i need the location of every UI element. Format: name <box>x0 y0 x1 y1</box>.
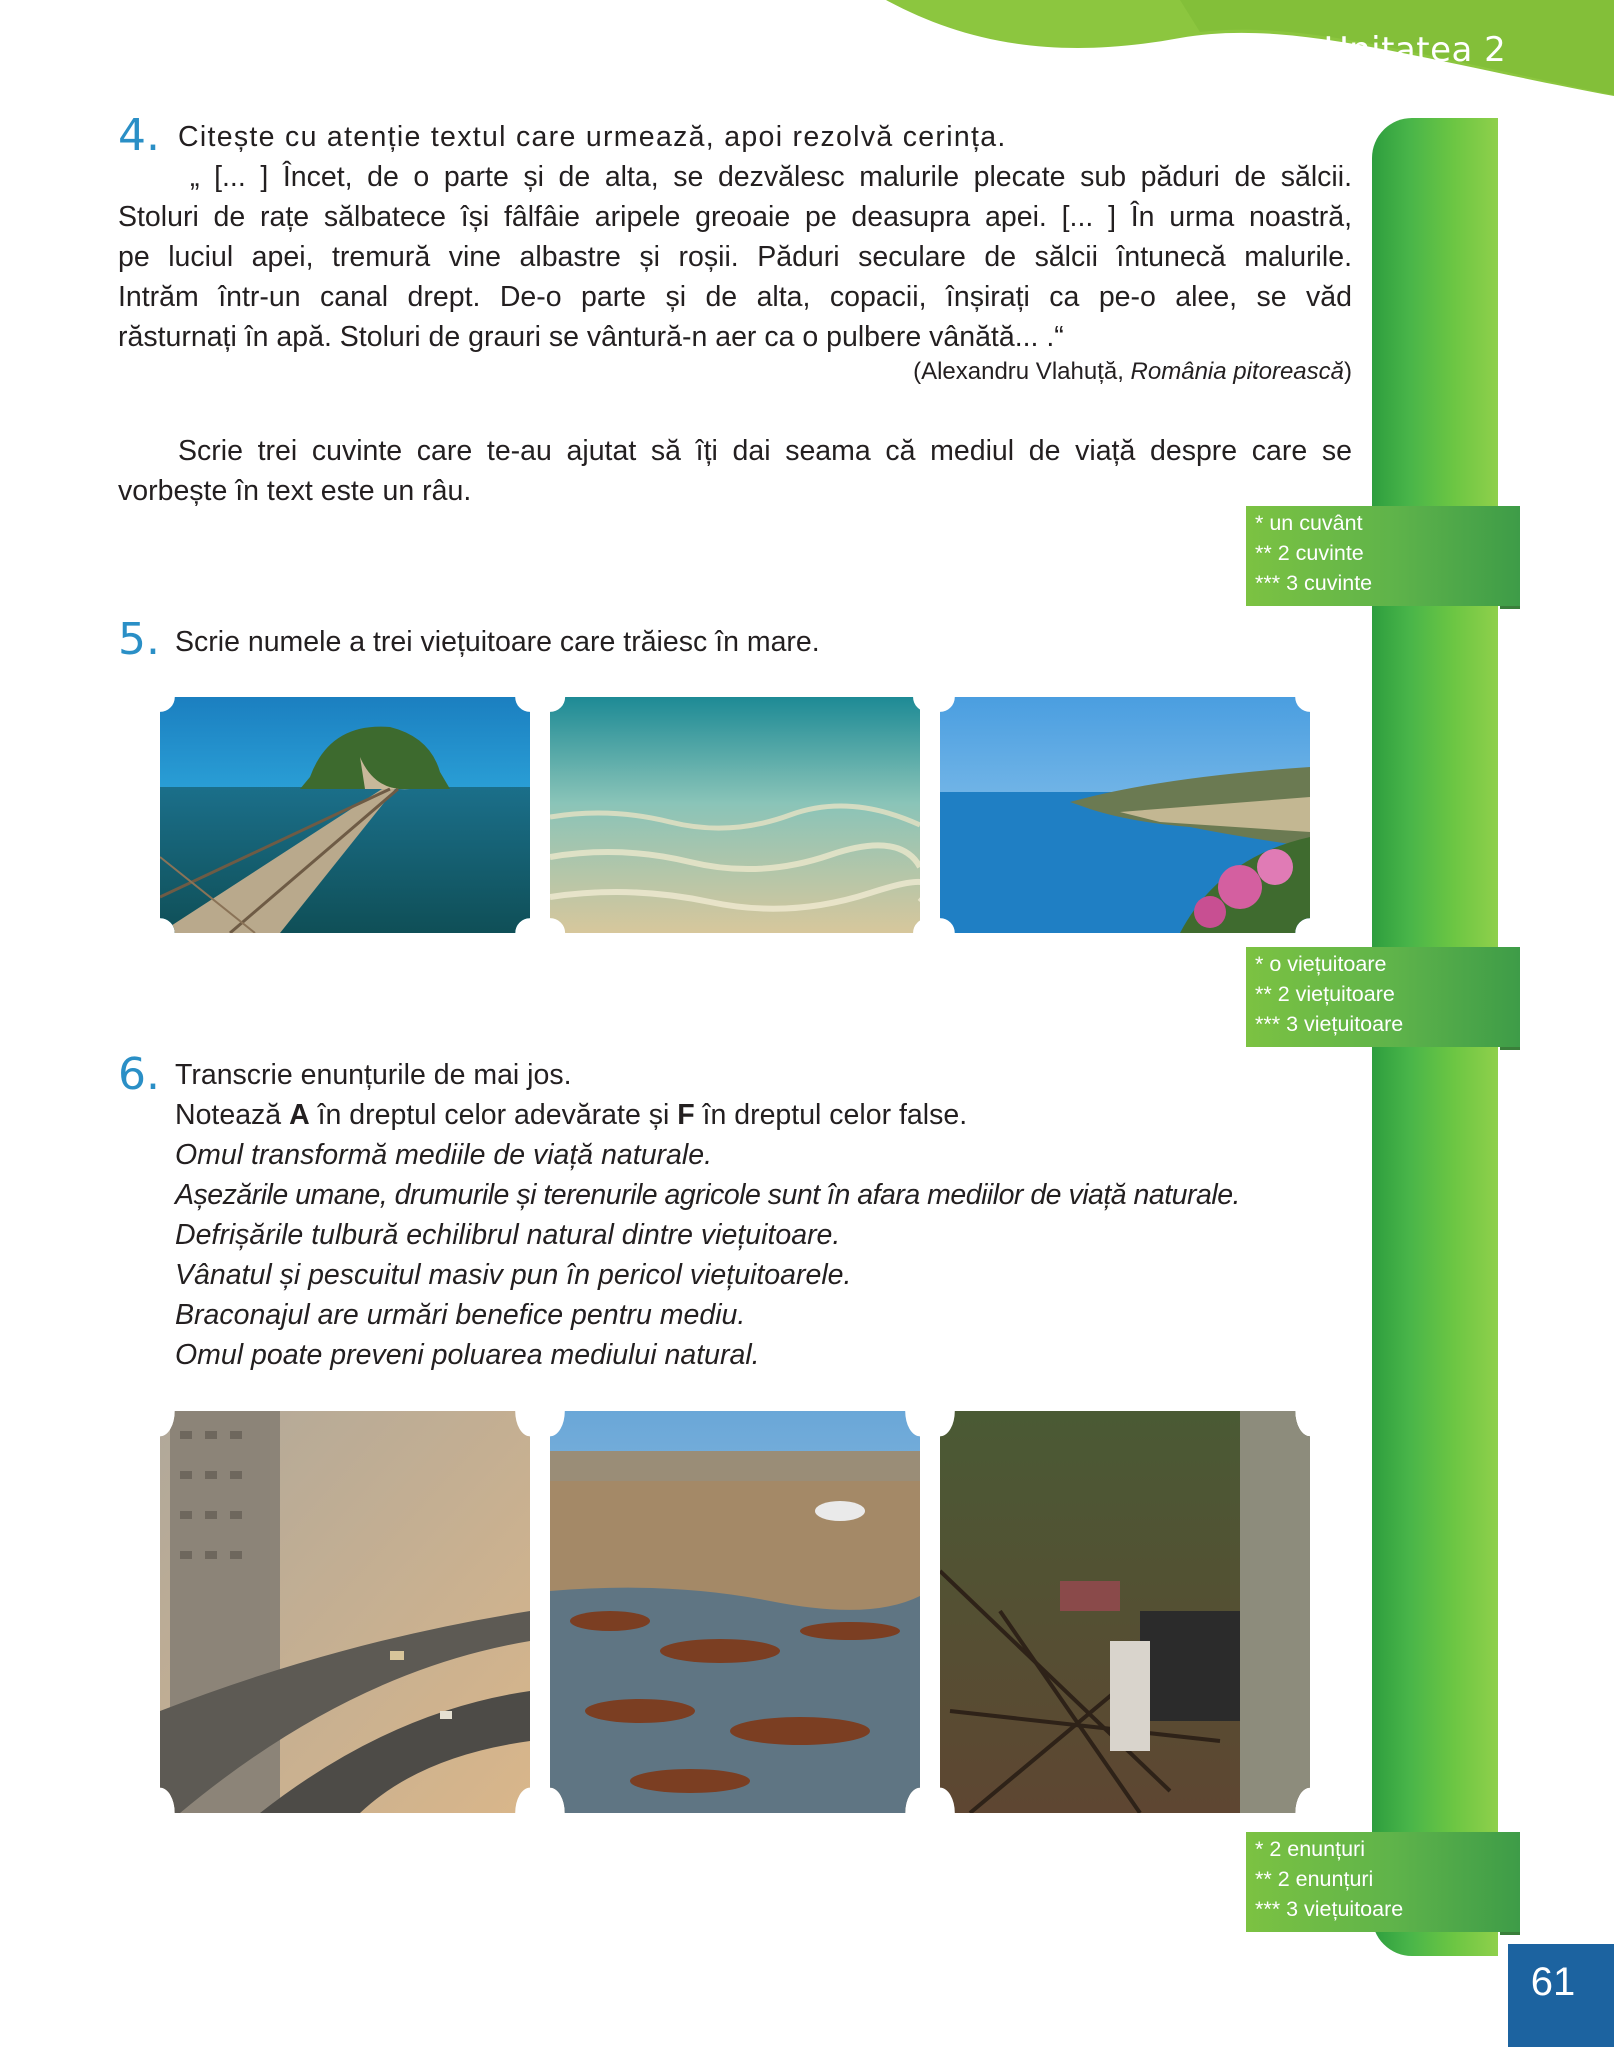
badge-line: ** 2 viețuitoare <box>1255 982 1395 1006</box>
island-footbridge-photo <box>160 697 530 933</box>
exercise-5-instruction: Scrie numele a trei viețuitoare care trăiesc în mare. <box>175 626 820 658</box>
false-letter: F <box>677 1099 695 1131</box>
statement: Omul transformă mediile de viață naturale. <box>175 1139 712 1171</box>
exercise-6-scoring-badge <box>1246 1832 1520 1932</box>
polluted-beach-photo <box>550 1411 920 1813</box>
badge-line: * un cuvânt <box>1255 511 1363 535</box>
exercise-6-number: 6. <box>118 1049 160 1100</box>
exercise-4-instruction: Citește cu atenție textul care urmează, apoi rezolvă cerința. <box>178 121 1007 153</box>
badge-line: ** 2 cuvinte <box>1255 541 1364 565</box>
book-title: România pitorească <box>1130 358 1344 385</box>
badge-line: *** 3 cuvinte <box>1255 571 1373 595</box>
badge-line: * 2 enunțuri <box>1255 1837 1365 1861</box>
quote-source: (Alexandru Vlahuță, România pitorească) <box>913 358 1352 385</box>
exercise-6-note: Notează A în dreptul celor adevărate și F în dreptul celor false. <box>175 1099 968 1131</box>
badge-line: * o viețuitoare <box>1255 952 1387 976</box>
coastal-bay-photo <box>940 697 1310 933</box>
shallow-sea-photo <box>550 697 920 933</box>
quote-line: răsturnați în apă. Stoluri de grauri se vântură-n aer ca o pulbere vânătă... .“ <box>118 321 1064 353</box>
quote-line: Intrăm într-un canal drept. De-o parte și de alta, copacii, înșirați ca pe-o alee, se văd <box>118 281 1352 313</box>
unit-title: Unitatea 2 <box>1323 30 1507 70</box>
exercise-4-task: Scrie trei cuvinte care te-au ajutat să îți dai seama că mediul de viață despre care se <box>178 435 1352 467</box>
exercise-6-instruction: Transcrie enunțurile de mai jos. <box>175 1059 572 1091</box>
badge-line: *** 3 viețuitoare <box>1255 1012 1404 1036</box>
exercise-4-scoring-badge <box>1246 506 1520 606</box>
exercise-4-number: 4. <box>118 110 160 161</box>
true-letter: A <box>289 1099 310 1131</box>
statement: Omul poate preveni poluarea mediului natural. <box>175 1339 760 1371</box>
page-number: 61 <box>1530 1960 1576 2004</box>
forest-dump-photo <box>940 1411 1310 1813</box>
quote-line: pe luciul apei, tremură vine albastre și roșii. Păduri seculare de sălcii întunecă malurile. <box>118 241 1352 273</box>
quote-line: „ [... ] Încet, de o parte și de alta, se dezvălesc malurile plecate sub păduri de sălcii. <box>190 161 1352 193</box>
badge-line: ** 2 enunțuri <box>1255 1867 1374 1891</box>
smog-city-highway-photo <box>160 1411 530 1813</box>
statement: Braconajul are urmări benefice pentru mediu. <box>175 1299 746 1331</box>
exercise-5-scoring-badge <box>1246 947 1520 1047</box>
exercise-5-number: 5. <box>118 614 160 665</box>
statement: Așezările umane, drumurile și terenurile agricole sunt în afara mediilor de viață naturale. <box>175 1179 1240 1211</box>
badge-line: *** 3 viețuitoare <box>1255 1897 1404 1921</box>
exercise-4-task: vorbește în text este un râu. <box>118 475 472 507</box>
quote-line: Stoluri de rațe sălbatece își fâlfâie aripele greoaie pe deasupra apei. [... ] În urma noastră, <box>118 201 1352 233</box>
statement: Defrișările tulbură echilibrul natural dintre viețuitoare. <box>175 1219 841 1251</box>
statement: Vânatul și pescuitul masiv pun în pericol viețuitoarele. <box>175 1259 852 1291</box>
